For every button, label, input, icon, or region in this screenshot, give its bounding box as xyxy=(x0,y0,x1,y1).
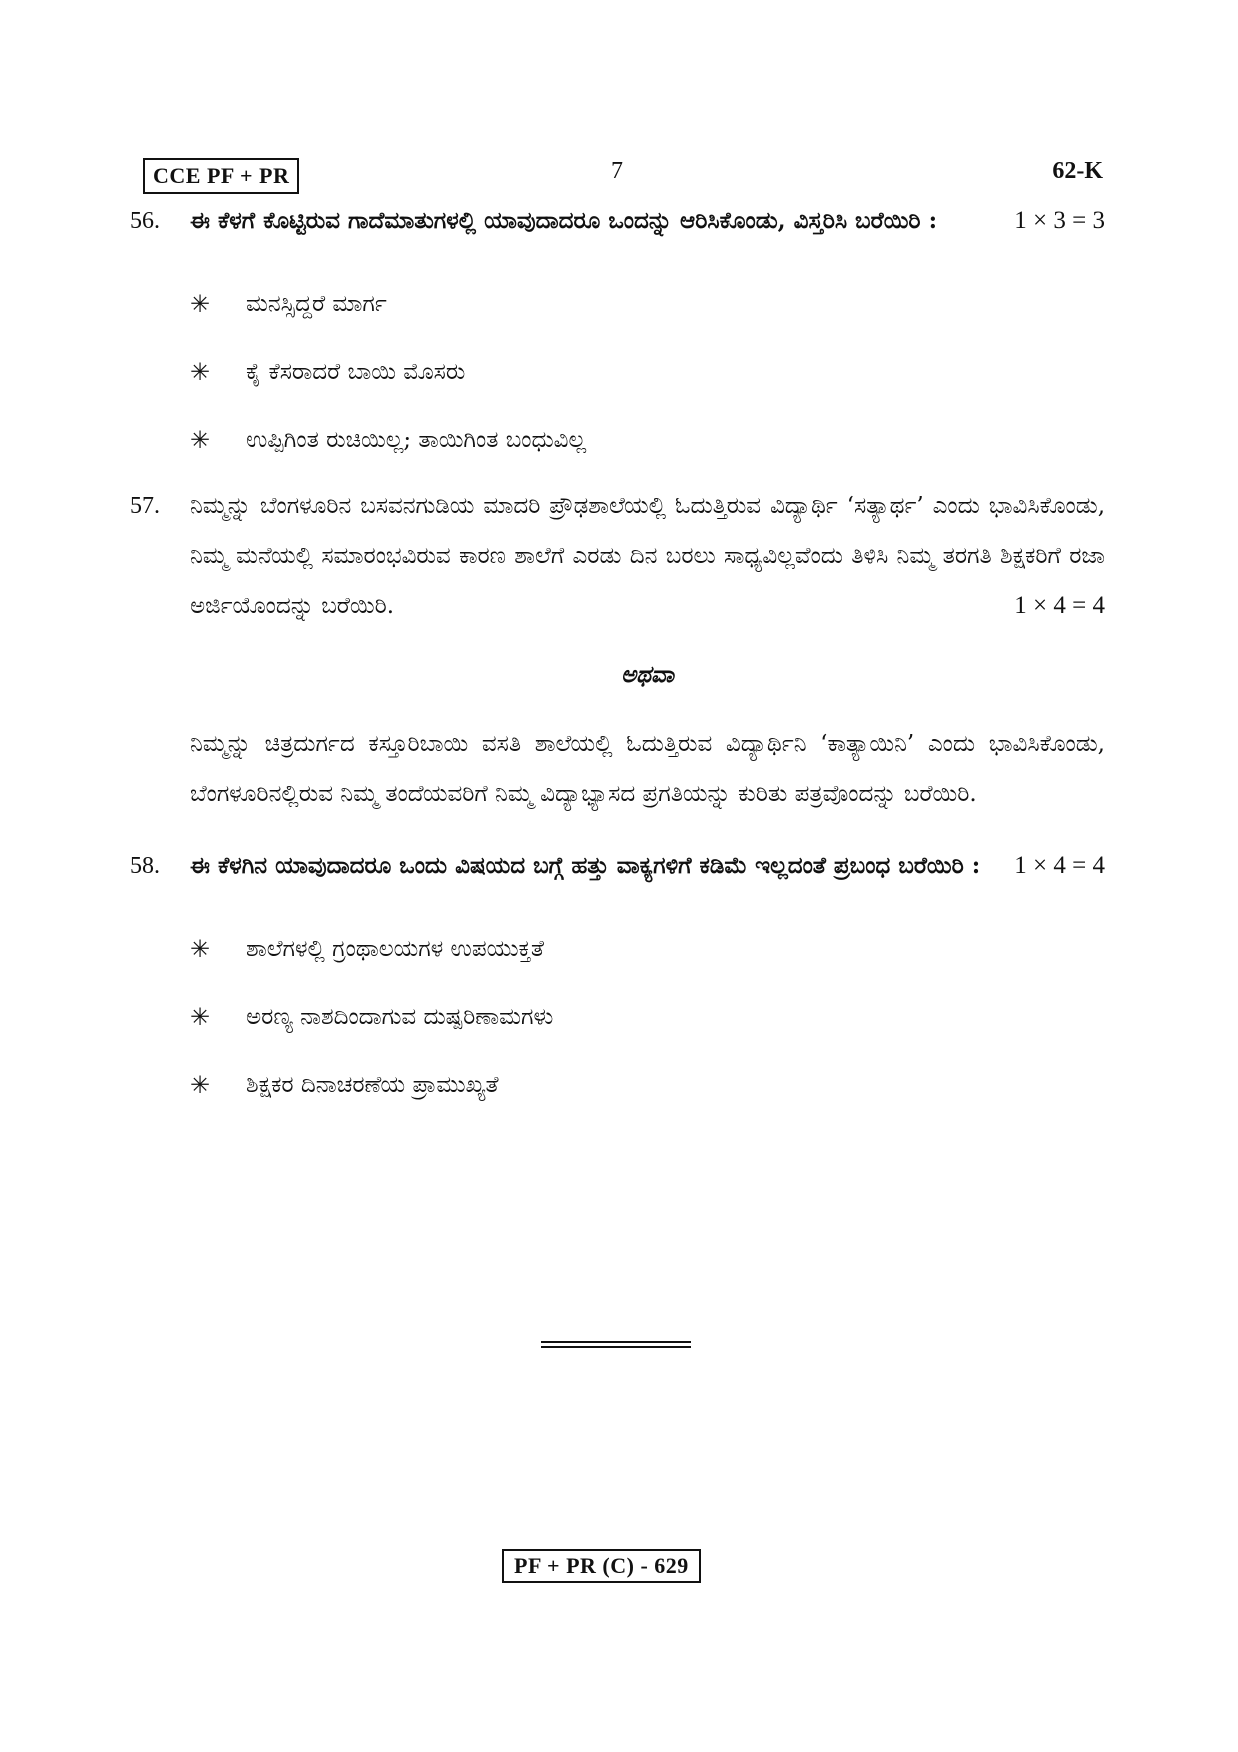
or-separator: ಅಥವಾ xyxy=(621,661,674,688)
asterisk-icon: ✳ xyxy=(190,290,211,318)
asterisk-icon: ✳ xyxy=(190,1071,211,1099)
page-header xyxy=(143,158,1103,192)
list-item-text: ಶಾಲೆಗಳಲ್ಲಿ ಗ್ರಂಥಾಲಯಗಳ ಉಪಯುಕ್ತತೆ xyxy=(246,936,544,962)
question-marks: 1 × 4 = 4 xyxy=(1014,592,1105,619)
list-item-text: ಕೈ ಕೆಸರಾದರೆ ಬಾಯಿ ಮೊಸರು xyxy=(246,359,466,385)
list-item xyxy=(190,290,1105,318)
end-divider xyxy=(541,1341,691,1348)
question-marks: 1 × 3 = 3 xyxy=(1014,207,1105,234)
question-57 xyxy=(130,481,1105,631)
question-56 xyxy=(130,196,1105,454)
essay-topic-list xyxy=(190,935,1105,1099)
asterisk-icon: ✳ xyxy=(190,358,211,386)
question-58 xyxy=(130,841,1105,1099)
list-item-text: ಮನಸ್ಸಿದ್ದರೆ ಮಾರ್ಗ xyxy=(246,291,387,317)
question-number: 57. xyxy=(130,493,160,519)
page-number: 7 xyxy=(611,158,623,184)
exam-code-box: CCE PF + PR xyxy=(143,158,299,194)
questions-content xyxy=(130,196,1105,1099)
question-number: 56. xyxy=(130,208,160,234)
question-prompt: ಈ ಕೆಳಗಿನ ಯಾವುದಾದರೂ ಒಂದು ವಿಷಯದ ಬಗ್ಗೆ ಹತ್ತು ವಾಕ್ಯಗಳಿಗೆ ಕಡಿಮೆ ಇಲ್ಲದಂತೆ ಪ್ರಬಂಧ ಬರೆಯಿರಿ : xyxy=(190,852,981,879)
question-57-alternative xyxy=(130,719,1105,819)
asterisk-icon: ✳ xyxy=(190,426,211,454)
list-item-text: ಶಿಕ್ಷಕರ ದಿನಾಚರಣೆಯ ಪ್ರಾಮುಖ್ಯತೆ xyxy=(246,1072,499,1098)
asterisk-icon: ✳ xyxy=(190,935,211,963)
list-item-text: ಅರಣ್ಯ ನಾಶದಿಂದಾಗುವ ದುಷ್ಪರಿಣಾಮಗಳು xyxy=(246,1004,554,1030)
question-marks: 1 × 4 = 4 xyxy=(1014,852,1105,879)
question-text xyxy=(190,841,1105,891)
asterisk-icon: ✳ xyxy=(190,1003,211,1031)
proverb-list xyxy=(190,290,1105,454)
list-item xyxy=(190,1071,1105,1099)
question-alternative-text: ನಿಮ್ಮನ್ನು ಚಿತ್ರದುರ್ಗದ ಕಸ್ತೂರಿಬಾಯಿ ವಸತಿ ಶಾಲೆಯಲ್ಲಿ ಓದುತ್ತಿರುವ ವಿದ್ಯಾರ್ಥಿನಿ ‘ಕಾತ್ಯಾಯಿನಿ’ ಎಂದು ಭಾವಿಸಿಕೊಂಡು, ಬೆಂಗಳೂರಿನಲ್ಲಿರುವ ನಿಮ್ಮ ತಂದೆಯವರಿಗೆ ನಿಮ್ಮ ವಿದ್ಯಾಭ್ಯಾಸದ ಪ್ರಗತಿಯನ್ನು ಕುರಿತು ಪತ್ರವೊಂದನ್ನು ಬರೆಯಿರಿ. xyxy=(190,731,1105,807)
list-item xyxy=(190,426,1105,454)
list-item xyxy=(190,935,1105,963)
question-prompt: ನಿಮ್ಮನ್ನು ಬೆಂಗಳೂರಿನ ಬಸವನಗುಡಿಯ ಮಾದರಿ ಪ್ರೌಢಶಾಲೆಯಲ್ಲಿ ಓದುತ್ತಿರುವ ವಿದ್ಯಾರ್ಥಿ ‘ಸತ್ಯಾರ್ಥ’ ಎಂದು ಭಾವಿಸಿಕೊಂಡು, ನಿಮ್ಮ ಮನೆಯಲ್ಲಿ ಸಮಾರಂಭವಿರುವ ಕಾರಣ ಶಾಲೆಗೆ ಎರಡು ದಿನ ಬರಲು ಸಾಧ್ಯವಿಲ್ಲವೆಂದು ತಿಳಿಸಿ ನಿಮ್ಮ ತರಗತಿ ಶಿಕ್ಷಕರಿಗೆ ರಜಾ ಅರ್ಜಿಯೊಂದನ್ನು ಬರೆಯಿರಿ. xyxy=(190,493,1105,619)
list-item xyxy=(190,1003,1105,1031)
list-item-text: ಉಪ್ಪಿಗಿಂತ ರುಚಿಯಿಲ್ಲ; ತಾಯಿಗಿಂತ ಬಂಧುವಿಲ್ಲ xyxy=(246,427,587,453)
list-item xyxy=(190,358,1105,386)
question-text xyxy=(190,196,1105,246)
question-text xyxy=(190,481,1105,631)
question-number: 58. xyxy=(130,853,160,879)
paper-code: 62-K xyxy=(1052,158,1103,184)
footer-code-box: PF + PR (C) - 629 xyxy=(502,1549,701,1583)
question-prompt: ಈ ಕೆಳಗೆ ಕೊಟ್ಟಿರುವ ಗಾದೆಮಾತುಗಳಲ್ಲಿ ಯಾವುದಾದರೂ ಒಂದನ್ನು ಆರಿಸಿಕೊಂಡು, ವಿಸ್ತರಿಸಿ ಬರೆಯಿರಿ : xyxy=(190,207,938,234)
